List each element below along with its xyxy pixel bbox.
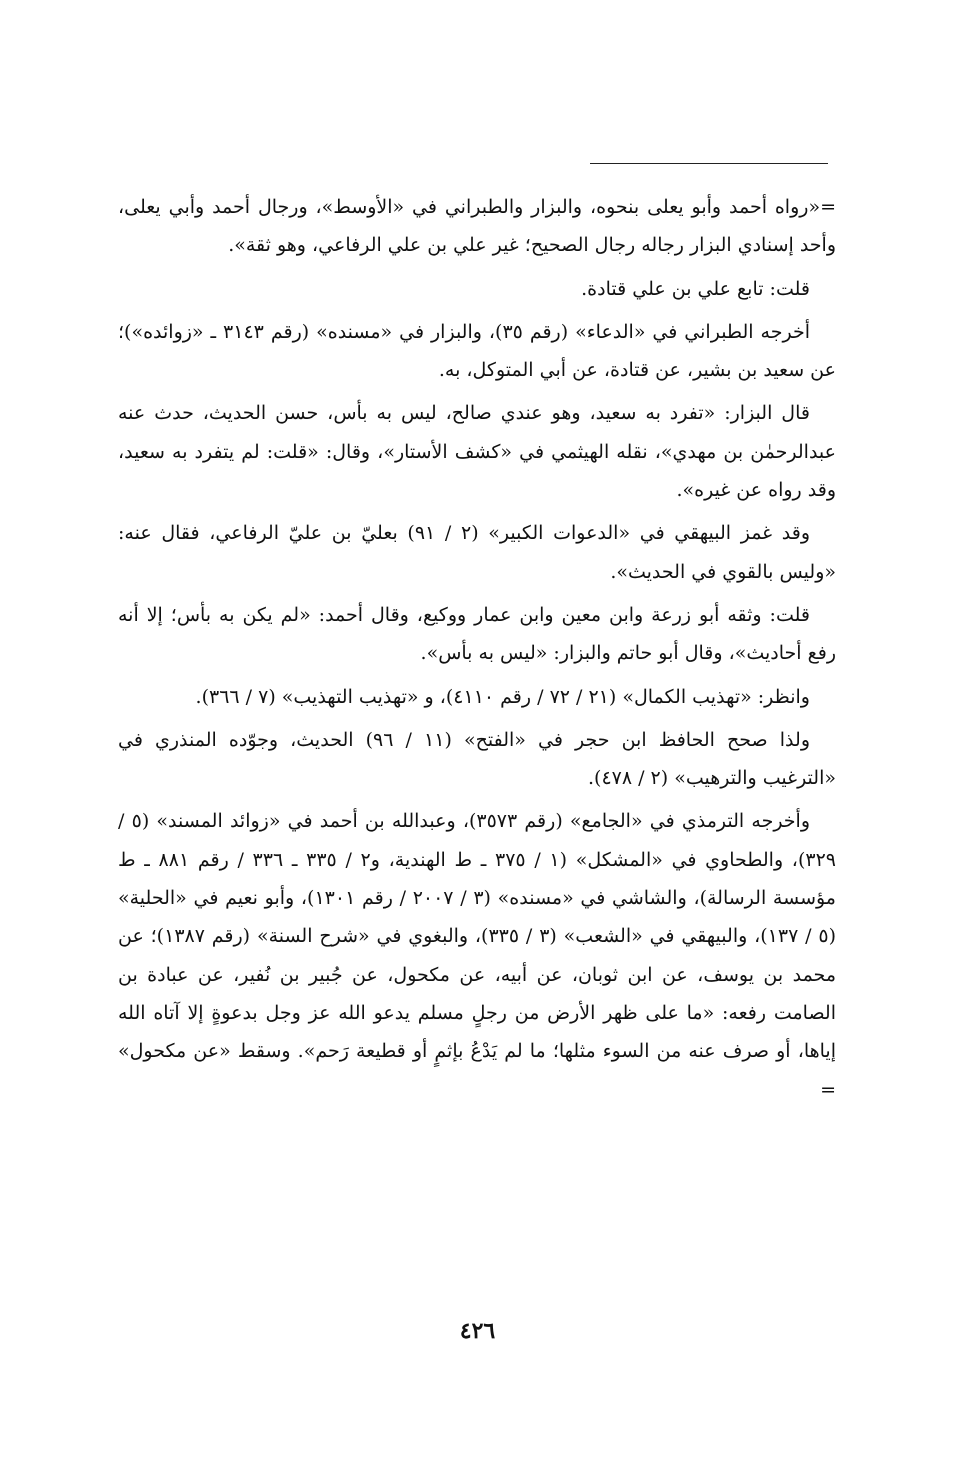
page-number: ٤٢٦ xyxy=(459,1318,496,1344)
paragraph: قلت: وثقه أبو زرعة وابن معين وابن عمار ووكيع، وقال أحمد: «لم يكن به بأس؛ إلا أنه رفع أحاديث»، وقال أبو حاتم والبزار: «ليس به بأس». xyxy=(118,603,836,665)
paragraph: وأخرجه الترمذي في «الجامع» (رقم ٣٥٧٣)، وعبدالله بن أحمد في «زوائد المسند» (٥ / ٣٢٩)، والطحاوي في «المشكل» (١ / ٣٧٥ ـ ط الهندية، و٢ / ٣٣٥ ـ ٣٣٦ / رقم ٨٨١ ـ ط مؤسسة الرسالة)، والشاشي في «مسنده» (٣ / ٢٠٠٧ / رقم ١٣٠١)، وأبو نعيم في «الحلية» (٥ / ١٣٧)، والبيهقي في «الشعب» (٣ / ٣٣٥)، والبغوي في «شرح السنة» (رقم ١٣٨٧)؛ عن محمد بن يوسف، عن ابن ثوبان، عن أبيه، عن مكحول، عن جُبير بن نُفير، عن عبادة بن الصامت رفعه: «ما على ظهر الأرض من رجلٍ مسلم يدعو الله عز وجل بدعوةٍ إلا آتاه الله إياها، أو صرف عنه من السوء مثلها؛ ما لم يَدْعُ بإثمٍ أو قطيعة رَحم». وسقط «عن مكحول» = xyxy=(118,810,837,1101)
paragraph: =«رواه أحمد وأبو يعلى بنحوه، والبزار والطبراني في «الأوسط»، ورجال أحمد وأبي يعلى، وأحد إسنادي البزار رجاله رجال الصحيح؛ غير علي بن علي الرفاعي، وهو ثقة». xyxy=(118,196,836,257)
footnote-separator-rule xyxy=(590,163,828,164)
paragraph: وانظر: «تهذيب الكمال» (٢١ / ٧٢ / رقم ٤١١٠)، و «تهذيب التهذيب» (٧ / ٣٦٦). xyxy=(195,685,810,708)
paragraph: أخرجه الطبراني في «الدعاء» (رقم ٣٥)، والبزار في «مسنده» (رقم ٣١٤٣ ـ «زوائده»)؛ عن سعيد بن بشير، عن قتادة، عن أبي المتوكل، به. xyxy=(118,320,836,382)
paragraph: قال البزار: «تفرد به سعيد، وهو عندي صالح، ليس به بأس، حسن الحديث، حدث عنه عبدالرحمٰن بن مهدي»، نقله الهيثمي في «كشف الأستار»، وقال: «قلت: لم يتفرد به سعيد، وقد رواه عن غيره». xyxy=(118,402,836,502)
paragraph: ولذا صحح الحافظ ابن حجر في «الفتح» (١١ / ٩٦) الحديث، وجوّده المنذري في «الترغيب والترهيب» (٢ / ٤٧٨). xyxy=(118,728,836,790)
footnote-text-block xyxy=(118,188,836,1114)
paragraph: قلت: تابع علي بن علي قتادة. xyxy=(581,277,810,300)
paragraph: وقد غمز البيهقي في «الدعوات الكبير» (٢ / ٩١) بعليّ بن عليّ الرفاعي، فقال عنه: «وليس بالقوي في الحديث». xyxy=(118,522,836,583)
